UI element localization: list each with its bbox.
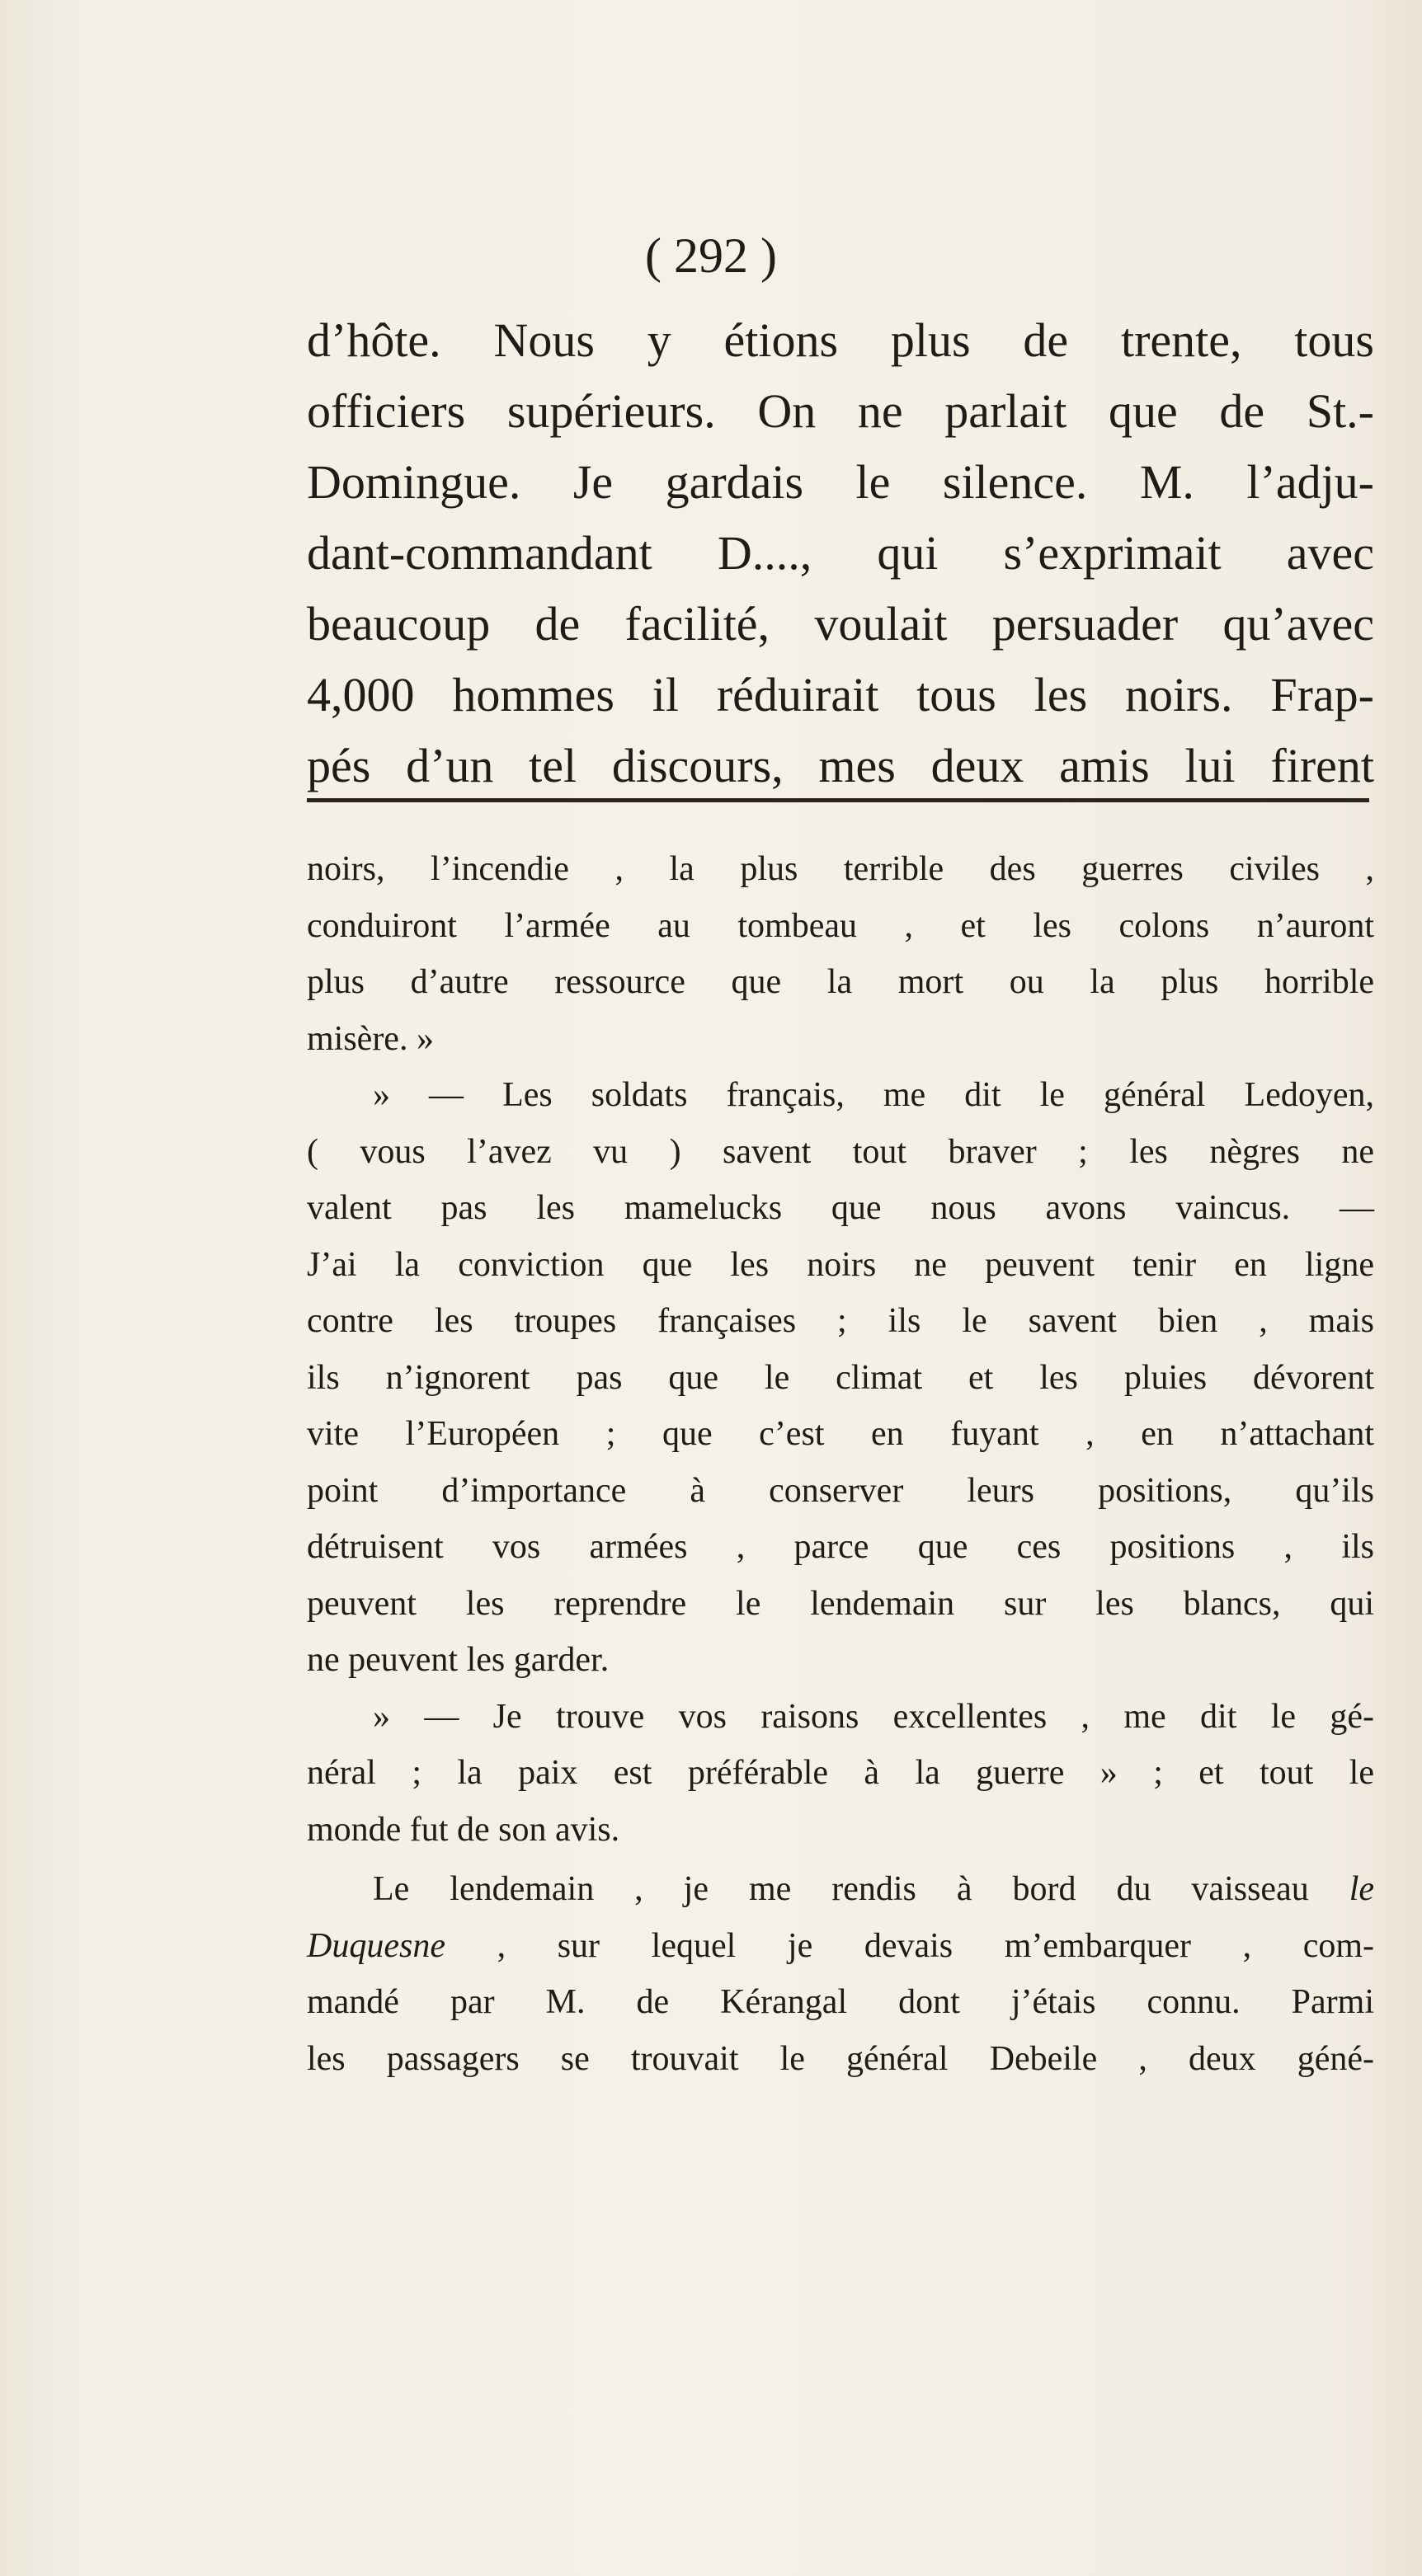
footnote-line: les passagers se trouvait le général Debeile , deux géné- <box>307 2039 1374 2078</box>
footnote-line: vite l’Européen ; que c’est en fuyant , en n’attachant <box>307 1415 1374 1453</box>
footnote-line: détruisent vos armées , parce que ces positions , ils <box>307 1528 1374 1566</box>
main-text-line: Domingue. Je gardais le silence. M. l’adju- <box>307 455 1374 509</box>
footnote-line: peuvent les reprendre le lendemain sur les blancs, qui <box>307 1584 1374 1623</box>
footnote-text-segment: Le lendemain , je me rendis à bord du vaisseau <box>373 1870 1349 1908</box>
footnote-line: ne peuvent les garder. <box>307 1641 610 1679</box>
main-text-line: officiers supérieurs. On ne parlait que de St.- <box>307 384 1374 438</box>
footnote-line: conduiront l’armée au tombeau , et les colons n’auront <box>307 906 1374 945</box>
footnote-line: point d’importance à conserver leurs positions, qu’ils <box>307 1471 1374 1510</box>
footnote-line: J’ai la conviction que les noirs ne peuvent tenir en ligne <box>307 1245 1374 1284</box>
footnote-text-segment: , sur lequel je devais m’embarquer , com- <box>445 1926 1374 1965</box>
main-text-line: 4,000 hommes il réduirait tous les noirs. Frap- <box>307 668 1374 722</box>
footnote-line: ( vous l’avez vu ) savent tout braver ; les nègres ne <box>307 1132 1374 1171</box>
footnote-line: mandé par M. de Kérangal dont j’étais connu. Parmi <box>307 1983 1374 2021</box>
footnote-line-with-italic <box>307 1918 1374 1975</box>
main-text-block <box>307 305 1374 801</box>
main-text-line: d’hôte. Nous y étions plus de trente, tous <box>307 313 1374 367</box>
ship-name-italic-duquesne: Duquesne <box>307 1926 445 1965</box>
footnote-divider <box>307 798 1369 802</box>
footnote-line-with-italic <box>307 1861 1374 1918</box>
footnote-block <box>307 841 1374 2087</box>
footnote-line: contre les troupes françaises ; ils le savent bien , mais <box>307 1302 1374 1340</box>
footnote-line: monde fut de son avis. <box>307 1810 620 1849</box>
main-text-line: dant-commandant D...., qui s’exprimait avec <box>307 526 1374 580</box>
footnote-line: » — Les soldats français, me dit le général Ledoyen, <box>373 1076 1374 1114</box>
ship-name-italic-le: le <box>1349 1870 1374 1908</box>
footnote-line: néral ; la paix est préférable à la guerre » ; et tout le <box>307 1754 1374 1792</box>
footnote-line: plus d’autre ressource que la mort ou la plus horrible <box>307 963 1374 1001</box>
footnote-line: valent pas les mamelucks que nous avons vaincus. — <box>307 1189 1374 1227</box>
main-text-line: beaucoup de facilité, voulait persuader qu’avec <box>307 597 1374 651</box>
main-text-line: pés d’un tel discours, mes deux amis lui firent <box>307 739 1374 792</box>
page-number: ( 292 ) <box>645 228 777 283</box>
footnote-line: » — Je trouve vos raisons excellentes , me dit le gé- <box>373 1697 1374 1736</box>
footnote-line: ils n’ignorent pas que le climat et les pluies dévorent <box>307 1358 1374 1397</box>
footnote-line: noirs, l’incendie , la plus terrible des guerres civiles , <box>307 850 1374 888</box>
footnote-line: misère. » <box>307 1019 434 1058</box>
